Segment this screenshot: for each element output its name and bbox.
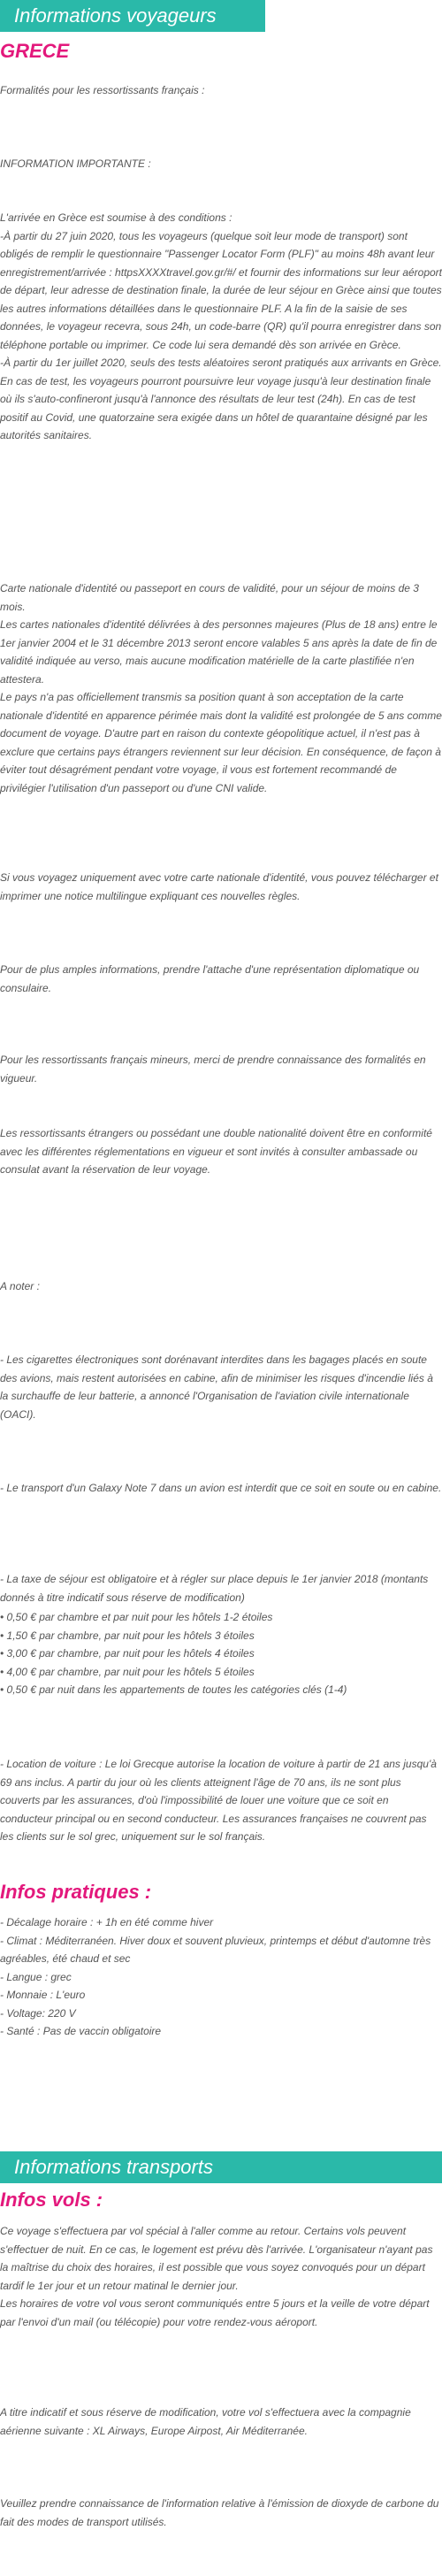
note-title: A noter :	[0, 1280, 40, 1292]
airlines-info: A titre indicatif et sous réserve de modification, votre vol s'effectuera avec la compagnie aérienne suivante : XL Airways, Europe Airpost, Air Méditerranée.	[0, 2406, 411, 2437]
id-requirements-block	[0, 579, 442, 797]
id-requirement: Carte nationale d'identité ou passeport en cours de validité, pour un séjour de moins de 3 mois.	[0, 582, 419, 613]
transport-info-banner	[0, 2151, 442, 2183]
transport-info-banner-label: Informations transports	[14, 2156, 213, 2178]
formalities-intro: Formalités pour les ressortissants français :	[0, 84, 205, 96]
travel-info-banner-label: Informations voyageurs	[14, 4, 217, 27]
minors-info: Pour les ressortissants français mineurs, merci de prendre connaissance des formalités en vigueur.	[0, 1054, 426, 1085]
practical-info-title: Infos pratiques :	[0, 1881, 152, 1903]
tax-item: • 1,50 € par chambre, par nuit pour les hôtels 3 étoiles	[0, 1629, 255, 1642]
important-title: INFORMATION IMPORTANTE :	[0, 157, 151, 170]
galaxy-note: - Le transport d'un Galaxy Note 7 dans un avion est interdit que ce soit en soute ou en cabine.	[0, 1482, 442, 1494]
flights-text-1: Ce voyage s'effectuera par vol spécial à l'aller comme au retour. Certains vols peuvent s'effectuer de nuit. En ce cas, le logement est prévu dès l'arrivée. L'organisateur n'ayant pas la maîtrise du choix des horaires, il est possible que vous soyez convoqués pour un départ tardif le 1er jour et un retour matinal le dernier jour.	[0, 2225, 433, 2292]
practical-item: - Voltage: 220 V	[0, 2006, 76, 2020]
flights-text-2: Les horaires de votre vol vous seront communiqués entre 5 jours et la veille de votre départ par l'envoi d'un mail (ou télécopie) pour votre rendez-vous aéroport.	[0, 2297, 430, 2328]
conditions-intro: L'arrivée en Grèce est soumise à des conditions :	[0, 211, 232, 224]
tax-list	[0, 1608, 442, 1699]
practical-info-list	[0, 1913, 442, 2041]
conditions-block	[0, 209, 442, 445]
id-cards-validity: Les cartes nationales d'identité délivrées à des personnes majeures (Plus de 18 ans) entre le 1er janvier 2004 et le 31 décembre 2013 seront encore valables 5 ans après la date de fin de validité indiquée au verso, mais aucune modification matérielle de la carte plastifiée n'en attestera.	[0, 618, 438, 686]
car-rental-note: - Location de voiture : Le loi Grecque autorise la location de voiture à partir de 21 ans jusqu'à 69 ans inclus. A partir du jour où les clients atteignent l'âge de 70 ans, ils ne sont plus couverts par les assurances, d'où l'impossibilité de louer une voiture que ce soit en conducteur principal ou en second conducteur. Les assurances françaises ne couvrent pas les clients sur le sol grec, uniquement sur le sol français.	[0, 1758, 437, 1843]
travel-info-banner	[0, 0, 265, 32]
practical-item: - Climat : Méditerranéen. Hiver doux et souvent pluvieux, printemps et début d'automne très agréables, été chaud et sec	[0, 1934, 431, 1965]
tax-item: • 0,50 € par nuit dans les appartements de toutes les catégories clés (1-4)	[0, 1683, 347, 1696]
practical-item: - Langue : grec	[0, 1970, 72, 1983]
practical-item: - Décalage horaire : + 1h en été comme hiver	[0, 1916, 214, 1928]
flights-block	[0, 2222, 442, 2331]
id-cards-position: Le pays n'a pas officiellement transmis sa position quant à son acceptation de la carte nationale d'identité en apparence périmée mais dont la validité est prolongée de 5 ans comme document de voyage. D'autre part en raison du contexte géopolitique actuel, il n'est pas à exclure que certains pays étrangers reviennent sur leur décision. En conséquence, de façon à éviter tout désagrément pendant votre voyage, il vous est fortement recommandé de privilégier l'utilisation d'un passeport ou d'une CNI valide.	[0, 691, 442, 794]
condition-tests: -À partir du 1er juillet 2020, seuls des tests aléatoires seront pratiqués aux arrivants en Grèce. En cas de test, les voyageurs pourront poursuivre leur voyage jusqu'à leur destination finale où ils s'auto-confineront jusqu'à l'annonce des résultats de leur test (24h). En cas de test positif au Covid, une quatorzaine sera exigée dans un hôtel de quarantaine désigné par les autorités sanitaires.	[0, 356, 442, 441]
e-cigarettes-note: - Les cigarettes électroniques sont dorénavant interdites dans les bagages placés en soute des avions, mais restent autorisées en cabine, afin de minimiser les risques d'incendie liés à la surchauffe de leur batterie, a annoncé l'Organisation de l'aviation civile internationale (OACI).	[0, 1353, 433, 1421]
tax-item: • 3,00 € par chambre, par nuit pour les hôtels 4 étoiles	[0, 1647, 255, 1660]
co2-info: Veuillez prendre connaissance de l'information relative à l'émission de dioxyde de carbone du fait des modes de transport utilisés.	[0, 2497, 439, 2528]
id-cards-notice: Si vous voyagez uniquement avec votre carte nationale d'identité, vous pouvez télécharger et imprimer une notice multilingue expliquant ces nouvelles règles.	[0, 871, 438, 902]
tax-item: • 0,50 € par chambre et par nuit pour les hôtels 1-2 étoiles	[0, 1611, 273, 1623]
foreigners-info: Les ressortissants étrangers ou possédant une double nationalité doivent être en conformité avec les différentes réglementations en vigueur et sont invités à consulter ambassade ou consulat avant la réservation de leur voyage.	[0, 1127, 432, 1176]
flights-title: Infos vols :	[0, 2189, 103, 2211]
country-title: GRECE	[0, 40, 70, 62]
condition-plf: -À partir du 27 juin 2020, tous les voyageurs (quelque soit leur mode de transport) sont obligés de remplir le questionnaire "Passenger Locator Form (PLF)" au moins 48h avant leur enregistrement/arrivée : httpsXXXXtravel.gov.gr/#/ et fournir des informations sur leur aéroport de départ, leur adresse de destination finale, la durée de leur séjour en Grèce ainsi que toutes les autres informations détaillées dans le questionnaire PLF. A la fin de la saisie de ses données, le voyageur recevra, sous 24h, un code-barre (QR) qu'il pourra enregistrer dans son téléphone portable ou imprimer. Ce code lui sera demandé dès son arrivée en Grèce.	[0, 229, 442, 351]
practical-item: - Monnaie : L'euro	[0, 1989, 86, 2001]
tax-intro: - La taxe de séjour est obligatoire et à régler sur place depuis le 1er janvier 2018 (montants donnés à titre indicatif sous réserve de modification)	[0, 1573, 429, 1604]
practical-item: - Santé : Pas de vaccin obligatoire	[0, 2025, 162, 2037]
more-info: Pour de plus amples informations, prendre l'attache d'une représentation diplomatique ou consulaire.	[0, 963, 420, 994]
tax-item: • 4,00 € par chambre, par nuit pour les hôtels 5 étoiles	[0, 1665, 255, 1678]
